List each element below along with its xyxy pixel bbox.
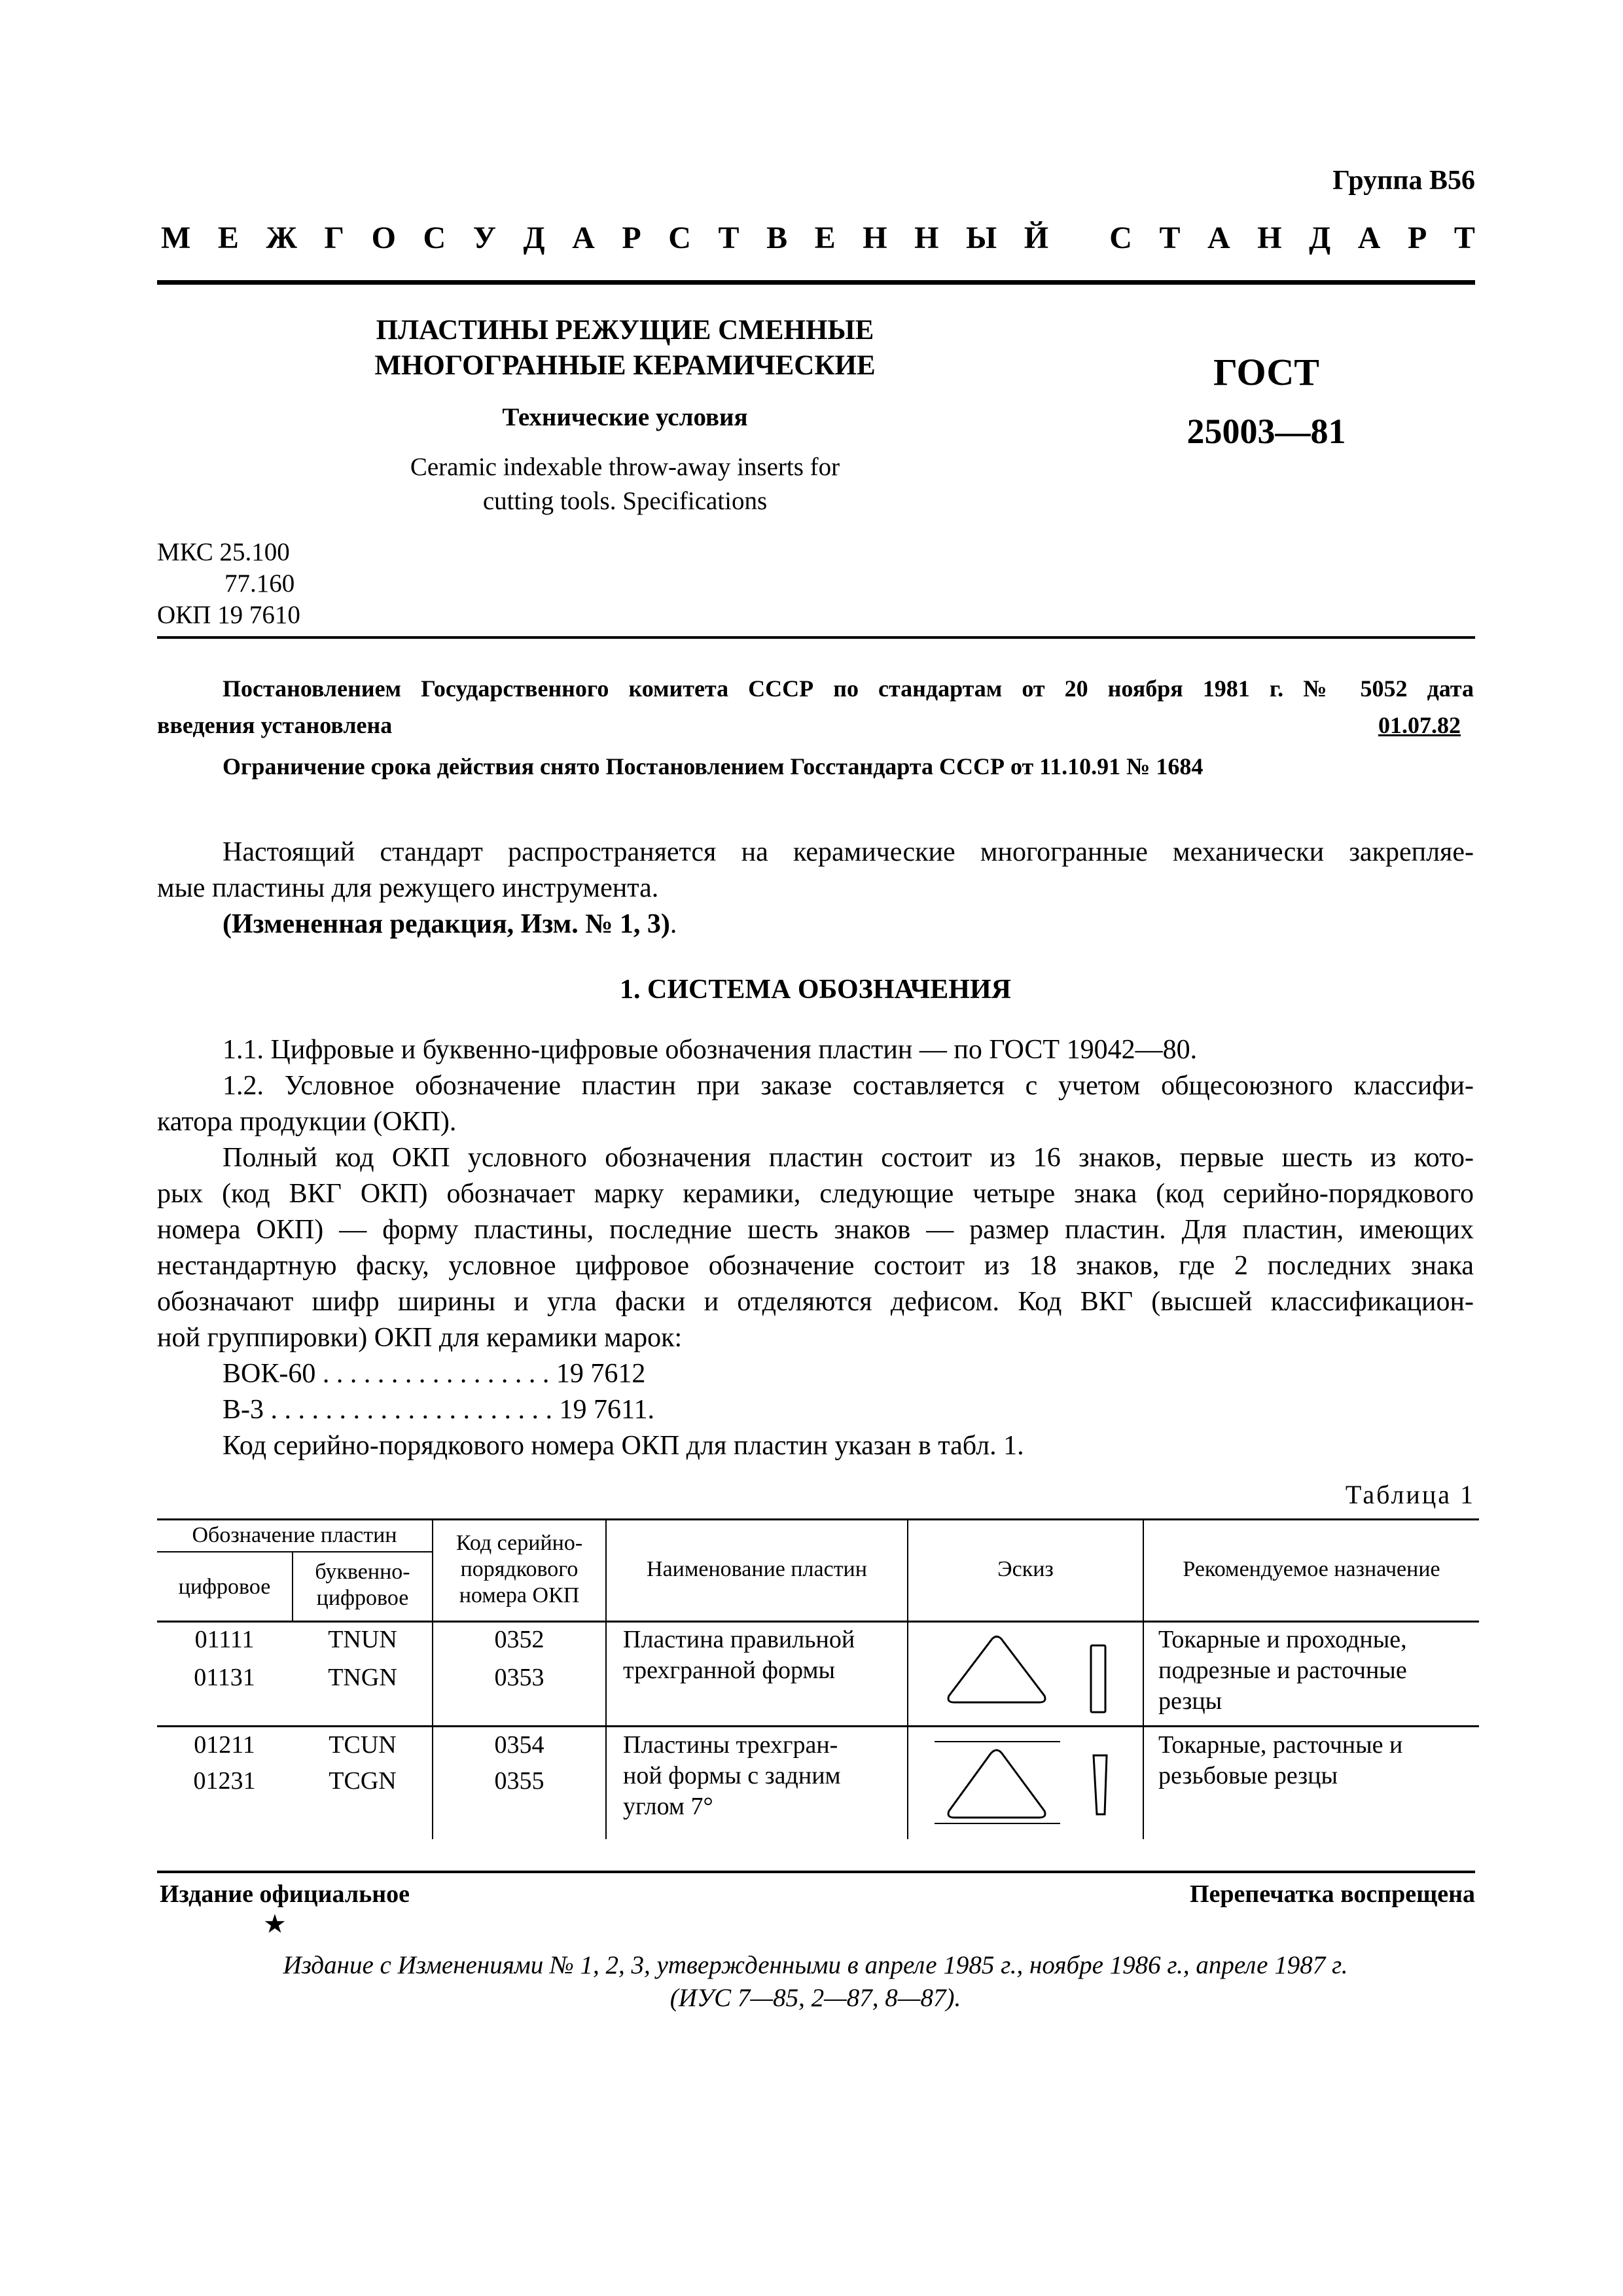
table-cell-digital: 01211 [194, 1731, 255, 1759]
table-cell-name [623, 1624, 904, 1686]
official-edition-label: Издание официальное [160, 1880, 410, 1908]
banner-letter: Д [1309, 221, 1331, 255]
ceramic-code-v3: В-3 . . . . . . . . . . . . . . . . . . . . . 19 7611. [223, 1395, 654, 1425]
banner-letter: Т [718, 221, 740, 255]
mks-code-1: МКС 25.100 [157, 538, 290, 566]
classifier-codes [157, 537, 300, 631]
okp-code-line-1: Полный код ОКП условного обозначения пластин состоит из 16 знаков, первые шесть из кото- [223, 1143, 1474, 1173]
name-line-1: Пластины трехгран- [623, 1731, 838, 1759]
table-1 [157, 1518, 1479, 1839]
document-title [288, 313, 962, 384]
okp-code-line-6: ной группировки) ОКП для керамики марок: [157, 1323, 683, 1353]
table-cell-alpha: TCUN [329, 1731, 397, 1759]
okp-code-line-3: номера ОКП) — форму пластины, последние шесть знаков — размер пластин. Для пластин, имеющих [157, 1215, 1474, 1245]
banner-gap [1076, 220, 1082, 256]
banner-letter: С [1109, 221, 1132, 255]
table-cell-code: 0355 [494, 1767, 544, 1795]
footer-rule [157, 1871, 1475, 1873]
table-cell-code: 0352 [494, 1626, 544, 1653]
banner-letter: Д [523, 221, 545, 255]
header-serial-code-line-1: Код серийно- [455, 1531, 583, 1555]
okp-code-line-4: нестандартную фаску, условное цифровое обозначение состоит из 18 знаков, где 2 последних знака [157, 1251, 1474, 1281]
name-line-2: ной формы с задним [623, 1762, 841, 1789]
table-rule-top [157, 1518, 1479, 1520]
title-line-1: ПЛАСТИНЫ РЕЖУЩИЕ СМЕННЫЕ [376, 315, 874, 346]
standard-banner [161, 220, 1475, 256]
banner-letter: Ж [266, 221, 297, 255]
gost-number: 25003—81 [1186, 412, 1346, 451]
banner-letter: А [1357, 221, 1381, 255]
header-serial-code-line-3: номера ОКП [459, 1583, 580, 1607]
banner-letter: Г [324, 221, 345, 255]
table-cell-alpha: TCGN [329, 1767, 397, 1795]
banner-letter: Ы [966, 221, 997, 255]
banner-letter: М [161, 221, 191, 255]
table-rule-subheader [157, 1551, 432, 1552]
edition-note-line-1: Издание с Изменениями № 1, 2, 3, утвержденными в апреле 1985 г., ноябре 1986 г., апреле 1987 г. [283, 1951, 1348, 1979]
scope-line-2: мые пластины для режущего инструмента. [157, 873, 659, 903]
banner-letter: В [766, 221, 788, 255]
star-icon: ★ [263, 1909, 287, 1939]
clause-1-2-line-2: катора продукции (ОКП). [157, 1107, 457, 1137]
name-line-3: углом 7° [623, 1793, 713, 1820]
purpose-line-1: Токарные, расточные и [1158, 1731, 1403, 1759]
edition-note-line-2: (ИУС 7—85, 2—87, 8—87). [669, 1984, 961, 2012]
decree-line-1: Постановлением Государственного комитета СССР по стандартам от 20 ноября 1981 г. № 5052 дата [223, 675, 1474, 702]
amendment-note [157, 906, 1474, 942]
purpose-line-2: резьбовые резцы [1158, 1762, 1338, 1789]
scope-line-1: Настоящий стандарт распространяется на керамические многогранные механически закрепляе- [223, 837, 1474, 867]
banner-letter: Н [863, 221, 887, 255]
banner-letter: С [423, 221, 446, 255]
introduction-date: 01.07.82 [1378, 712, 1461, 738]
banner-letter: Т [1159, 221, 1181, 255]
table-cell-code: 0354 [494, 1731, 544, 1759]
decree-paragraph [157, 670, 1474, 744]
table-rule-header [157, 1621, 1479, 1623]
header-serial-code-line-2: порядкового [460, 1557, 579, 1581]
document-subtitle: Технические условия [502, 403, 748, 431]
sketch-triangle-clearance-insert [908, 1727, 1143, 1839]
header-rule [157, 636, 1475, 639]
banner-letter: А [1207, 221, 1230, 255]
header-serial-code [433, 1530, 605, 1609]
table-cell-code: 0353 [494, 1664, 544, 1691]
clause-1-2-line-1: 1.2. Условное обозначение пластин при заказе составляется с учетом общесоюзного классифи- [223, 1071, 1474, 1101]
table-cell-alpha: TNUN [328, 1626, 397, 1653]
edition-note [157, 1949, 1474, 2015]
banner-letter: Т [1454, 221, 1475, 255]
header-alphanumeric-line-1: буквенно- [315, 1560, 410, 1584]
reprint-prohibited-label: Перепечатка воспрещена [1189, 1880, 1475, 1908]
banner-letter: О [371, 221, 396, 255]
banner-letter: Н [914, 221, 939, 255]
top-rule [157, 280, 1475, 285]
name-line-2: трехгранной формы [623, 1657, 836, 1684]
english-title-line-1: Ceramic indexable throw-away inserts for [410, 453, 840, 481]
table-cell-name [623, 1730, 904, 1822]
gost-label: ГОСТ [1213, 351, 1319, 393]
banner-letter: Р [622, 221, 641, 255]
banner-letter: С [668, 221, 691, 255]
table-cell-alpha: TNGN [328, 1664, 397, 1691]
table-cell-digital: 01131 [194, 1664, 255, 1691]
header-digital: цифровое [178, 1575, 271, 1599]
sketch-triangle-insert [908, 1623, 1143, 1725]
header-sketch: Эскиз [997, 1557, 1054, 1581]
group-code: Группа В56 [1332, 166, 1475, 196]
table-label: Таблица 1 [1345, 1480, 1475, 1509]
mks-code-2: 77.160 [224, 569, 295, 598]
section-1-heading: 1. СИСТЕМА ОБОЗНАЧЕНИЯ [620, 975, 1011, 1005]
title-line-2: МНОГОГРАННЫЕ КЕРАМИЧЕСКИЕ [374, 350, 876, 381]
scope-paragraph [157, 834, 1474, 942]
name-line-1: Пластина правильной [623, 1626, 855, 1653]
amendment-period: . [669, 909, 677, 939]
okp-code-line-2: рых (код ВКГ ОКП) обозначает марку керамики, следующие четыре знака (код серийно-порядкового [157, 1179, 1474, 1209]
english-title-line-2: cutting tools. Specifications [482, 487, 768, 515]
banner-letter: А [572, 221, 595, 255]
ceramic-code-vok60: ВОК-60 . . . . . . . . . . . . . . . . . 19 7612 [223, 1359, 646, 1389]
decree-line-2 [157, 707, 1474, 744]
table-cell-digital: 01231 [193, 1767, 256, 1795]
header-name: Наименование пластин [647, 1557, 867, 1581]
limit-removed-note: Ограничение срока действия снято Постановлением Госстандарта СССР от 11.10.91 № 1684 [223, 753, 1204, 780]
okp-code: ОКП 19 7610 [157, 601, 300, 629]
banner-letter: Е [814, 221, 836, 255]
table-reference: Код серийно-порядкового номера ОКП для пластин указан в табл. 1. [223, 1431, 1024, 1461]
table-cell-digital: 01111 [194, 1626, 255, 1653]
header-alphanumeric [293, 1559, 432, 1611]
banner-letter: У [473, 221, 496, 255]
decree-intro-text: введения установлена [157, 712, 393, 738]
purpose-line-2: подрезные и расточные [1158, 1657, 1407, 1684]
header-purpose: Рекомендуемое назначение [1183, 1557, 1440, 1581]
clause-1-1: 1.1. Цифровые и буквенно-цифровые обозначения пластин — по ГОСТ 19042—80. [223, 1035, 1198, 1065]
banner-letter: Р [1407, 221, 1427, 255]
table-cell-purpose [1158, 1730, 1472, 1791]
purpose-line-3: резцы [1158, 1687, 1222, 1715]
english-title [353, 450, 897, 518]
okp-code-line-5: обозначают шифр ширины и угла фаски и отделяются дефисом. Код ВКГ (высшей классификацион- [157, 1287, 1474, 1317]
banner-letter: Н [1257, 221, 1282, 255]
section-1-body [157, 1032, 1474, 1464]
header-designation: Обозначение пластин [192, 1523, 397, 1547]
banner-letter: Е [217, 221, 239, 255]
amendment-text: (Измененная редакция, Изм. № 1, 3) [223, 909, 670, 939]
purpose-line-1: Токарные и проходные, [1158, 1626, 1407, 1653]
table-cell-purpose [1158, 1624, 1472, 1717]
header-alphanumeric-line-2: цифровое [316, 1586, 409, 1610]
banner-letter: Й [1024, 221, 1049, 255]
table-rule-group [157, 1725, 1479, 1727]
